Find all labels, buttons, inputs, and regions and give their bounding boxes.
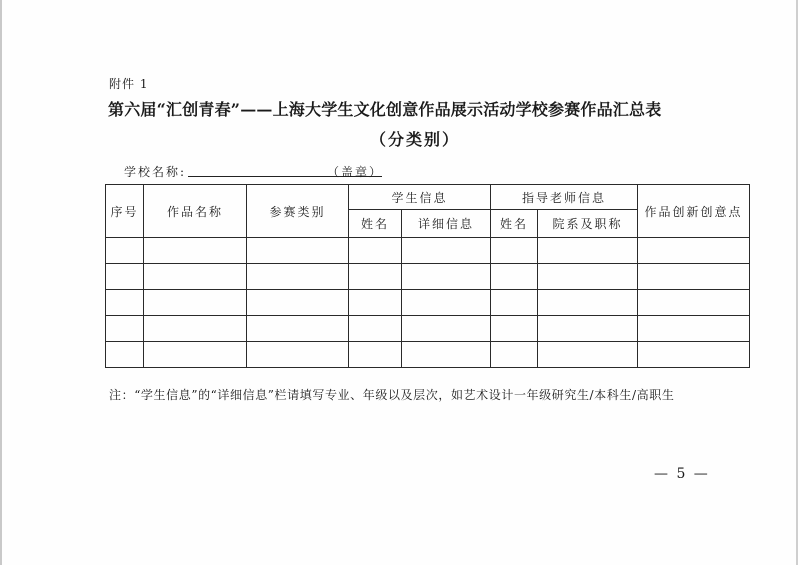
table-cell[interactable]	[638, 290, 750, 316]
table-row	[106, 238, 750, 264]
table-cell[interactable]	[349, 316, 402, 342]
table-cell[interactable]	[247, 316, 349, 342]
seal-label: （盖章）	[327, 165, 384, 179]
table-cell[interactable]	[144, 342, 247, 368]
table-cell[interactable]	[402, 290, 491, 316]
table-cell[interactable]	[106, 342, 144, 368]
header-category: 参赛类别	[247, 185, 349, 238]
table-header-row	[106, 185, 750, 210]
table-cell[interactable]	[349, 238, 402, 264]
table-cell[interactable]	[491, 290, 538, 316]
table-cell[interactable]	[106, 238, 144, 264]
attachment-label: 附件 1	[109, 77, 149, 91]
document-subtitle: （分类别）	[370, 130, 461, 149]
table-cell[interactable]	[538, 342, 638, 368]
table-row	[106, 290, 750, 316]
table-cell[interactable]	[402, 238, 491, 264]
table-cell[interactable]	[491, 342, 538, 368]
header-student-detail: 详细信息	[402, 210, 491, 238]
header-advisor-group: 指导老师信息	[491, 185, 638, 210]
document-title: 第六届“汇创青春”——上海大学生文化创意作品展示活动学校参赛作品汇总表	[108, 100, 662, 119]
table-cell[interactable]	[349, 264, 402, 290]
table-cell[interactable]	[349, 290, 402, 316]
table-cell[interactable]	[491, 264, 538, 290]
header-seq: 序号	[106, 185, 144, 238]
table-cell[interactable]	[247, 342, 349, 368]
header-innovation: 作品创新创意点	[638, 185, 750, 238]
table-cell[interactable]	[538, 290, 638, 316]
table-cell[interactable]	[491, 238, 538, 264]
table-cell[interactable]	[638, 342, 750, 368]
table-row	[106, 316, 750, 342]
footnote: 注：“学生信息”的“详细信息”栏请填写专业、年级以及层次，如艺术设计一年级研究生/本科生/高职生	[109, 388, 675, 402]
table-cell[interactable]	[538, 264, 638, 290]
table-cell[interactable]	[538, 316, 638, 342]
table-cell[interactable]	[247, 290, 349, 316]
school-name-blank	[188, 176, 328, 177]
table-cell[interactable]	[491, 316, 538, 342]
table-cell[interactable]	[402, 342, 491, 368]
table-cell[interactable]	[538, 238, 638, 264]
table-cell[interactable]	[106, 264, 144, 290]
table-cell[interactable]	[402, 264, 491, 290]
table-cell[interactable]	[638, 264, 750, 290]
table-cell[interactable]	[106, 316, 144, 342]
header-advisor-dept: 院系及职称	[538, 210, 638, 238]
header-student-group: 学生信息	[349, 185, 491, 210]
school-name-label: 学校名称:	[124, 165, 187, 179]
summary-table	[105, 184, 750, 368]
header-advisor-name: 姓名	[491, 210, 538, 238]
table-cell[interactable]	[638, 238, 750, 264]
table-cell[interactable]	[402, 316, 491, 342]
header-work-name: 作品名称	[144, 185, 247, 238]
page-number: — 5 —	[654, 466, 710, 482]
table-cell[interactable]	[144, 316, 247, 342]
table-cell[interactable]	[144, 264, 247, 290]
table-row	[106, 342, 750, 368]
table-cell[interactable]	[638, 316, 750, 342]
table-cell[interactable]	[247, 264, 349, 290]
table-row	[106, 264, 750, 290]
table-cell[interactable]	[106, 290, 144, 316]
table-cell[interactable]	[144, 290, 247, 316]
header-student-name: 姓名	[349, 210, 402, 238]
table-cell[interactable]	[247, 238, 349, 264]
table-cell[interactable]	[349, 342, 402, 368]
table-cell[interactable]	[144, 238, 247, 264]
